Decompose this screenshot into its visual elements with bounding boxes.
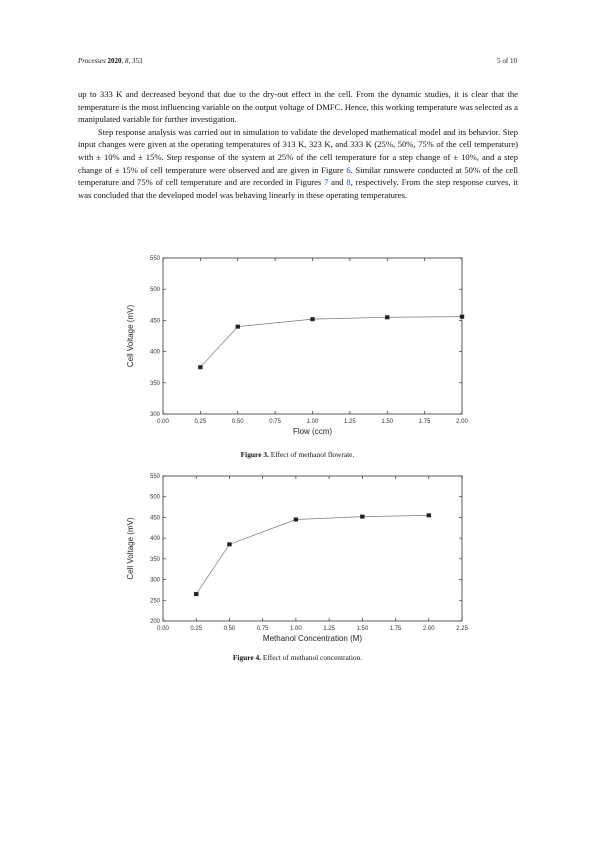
figure-3-caption (0, 450, 595, 459)
y-tick-label: 450 (149, 515, 160, 522)
x-tick-label: 1.75 (418, 419, 431, 425)
y-tick-label: 300 (149, 412, 160, 418)
figure-4-caption (0, 653, 595, 662)
data-point (385, 315, 389, 319)
y-tick-label: 350 (149, 380, 160, 387)
running-header (78, 57, 517, 67)
x-axis-label: Methanol Concentration (M) (262, 634, 363, 643)
y-axis-label: Cell Voltage (mV) (126, 304, 135, 368)
figure-4 (0, 466, 595, 676)
x-tick-label: 1.75 (389, 626, 402, 632)
data-point (360, 515, 364, 519)
page-number: 5 of 10 (497, 57, 517, 65)
article-number: 353 (131, 57, 143, 65)
x-tick-label: 0.00 (157, 626, 169, 632)
x-tick-label: 0.75 (269, 419, 281, 425)
y-tick-label: 400 (149, 349, 160, 356)
x-tick-label: 0.50 (231, 419, 244, 425)
y-tick-label: 450 (149, 318, 160, 325)
figure-ref-link[interactable]: 6 (346, 164, 351, 175)
x-tick-label: 1.50 (356, 626, 369, 632)
y-tick-label: 350 (149, 556, 160, 563)
x-tick-label: 0.50 (223, 626, 236, 632)
x-tick-label: 0.25 (190, 626, 203, 632)
data-line (200, 317, 462, 368)
data-point (460, 315, 464, 319)
data-line (196, 515, 429, 594)
y-tick-label: 550 (149, 474, 160, 480)
y-tick-label: 500 (149, 287, 160, 294)
figure-3-chart (0, 244, 595, 459)
x-tick-label: 0.75 (256, 626, 269, 632)
figure-3-label: Figure 3. (240, 450, 269, 459)
figure-3 (0, 244, 595, 474)
figure-4-chart (0, 466, 595, 661)
y-axis-label: Cell Voltage (mV) (126, 517, 135, 580)
y-tick-label: 500 (149, 494, 160, 501)
x-tick-label: 1.50 (381, 419, 394, 425)
data-point (227, 542, 231, 546)
plot-frame (163, 476, 462, 621)
journal-citation: Processes 2020, 8, 353 (78, 57, 143, 65)
data-point (294, 518, 298, 522)
journal-name: Processes (78, 57, 106, 65)
data-point (198, 365, 202, 369)
x-tick-label: 2.00 (422, 626, 435, 632)
x-tick-label: 0.25 (194, 419, 207, 425)
x-tick-label: 2.00 (456, 419, 468, 425)
plot-frame (163, 258, 462, 414)
paragraph-1: up to 333 K and decreased beyond that due to the dry-out effect in the cell. From the dynamic studies, it is clear that the temperature is the most influencing variable on the output voltage of DMFC. Hence, this working temperature was selected as a manipulated variable for further investigation. (78, 89, 518, 125)
x-tick-label: 0.00 (157, 419, 169, 425)
figure-ref-link[interactable]: 8 (346, 177, 351, 188)
x-tick-label: 1.00 (290, 626, 302, 632)
data-point (310, 317, 314, 321)
x-tick-label: 1.25 (344, 419, 356, 425)
y-tick-label: 250 (149, 598, 160, 605)
figure-3-caption-text: Effect of methanol flowrate. (268, 450, 355, 459)
x-axis-label: Flow (ccm) (292, 427, 333, 436)
x-tick-label: 2.25 (456, 626, 468, 632)
y-tick-label: 400 (149, 536, 160, 543)
y-tick-label: 300 (149, 577, 160, 584)
journal-volume: 8 (124, 57, 129, 65)
data-point (194, 592, 198, 596)
journal-year: 2020 (107, 57, 122, 65)
x-tick-label: 1.00 (306, 419, 319, 425)
data-point (427, 513, 431, 517)
x-tick-label: 1.25 (323, 626, 335, 632)
figure-4-label: Figure 4. (232, 653, 262, 662)
body-text (78, 88, 518, 201)
figure-ref-link[interactable]: 7 (324, 177, 329, 188)
y-tick-label: 200 (149, 619, 160, 625)
data-point (236, 325, 240, 329)
paragraph-2: Step response analysis was carried out in simulation to validate the developed mathematical model and its behavior. Step input changes were given at the operating temperatures of 313 K, 323 K, and 333 K (25%, 50%, 75% of the cell temperature) with ± 10% and ± 15%. Step response of the system at 25% of the cell temperature for a step change of ± 10%, and a step change of ± 15% of cell temperature were observed and are given in Figure 6. Similar runswere conducted at 50% of the cell temperature and 75% of cell temperature and are recorded in Figures 7 and 8, respectively. From the step response curves, it was concluded that the developed model was behaving linearly in these operating temperatures. (78, 126, 519, 200)
y-tick-label: 550 (149, 256, 160, 262)
figure-4-caption-text: Effect of methanol concentration. (261, 653, 363, 662)
